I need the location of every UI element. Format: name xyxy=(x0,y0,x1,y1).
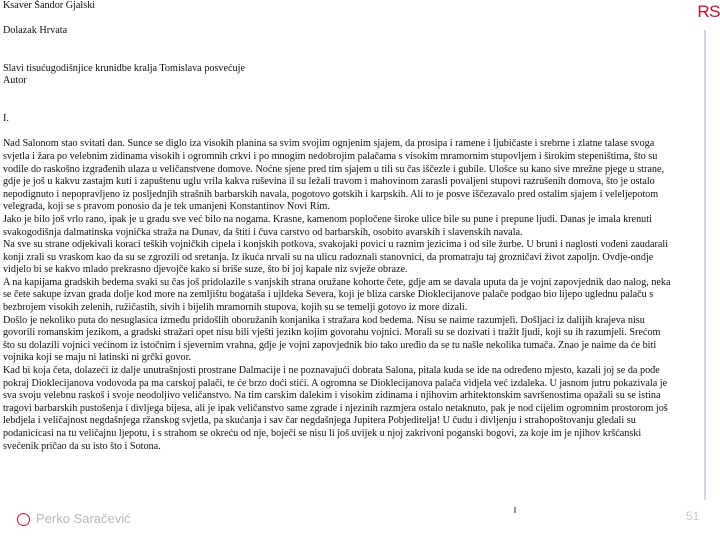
author-line: Ksaver Šandor Gjalski xyxy=(2,0,96,11)
slide-footer xyxy=(0,505,720,540)
title-line: Dolazak Hrvata xyxy=(2,25,68,37)
logo-icon xyxy=(17,513,30,526)
paragraph: Nad Salonom stao svitati dan. Sunce se diglo iza visokih planina sa svim svojim ognjenim sjajem, da prosipa i ramene i ljubičaste i srebrne i zlatne talase svoga svjetla i žara po velebnim zidinama visokih i ogromnih crkvi i po mnogim nedobrojim palačama s visokim mramornim stupovljem i širokim stepeništima, što su vodile do raskošno izgrađenih ulaza u veličanstvene domove. Noćne sjene pred tim sjajem u tili su čas iščezle i gubile. Ulošce su kano sive mrežne pjege u strane, gdje je još u kakvu zastajm kuti i zapuštenu uglu vrila kakva ruševina il su ležali travom i mahovinom zarasli povaljeni stupovi razrušenih domova, što je ostalo nepodignuto i nepopravljeno iz posljednjih strašnih barbarskih navala, pogotovo gotskih i karpskih. Ali to je posve iščezavalo pred ostalim sjajem i veleljepotom velegrada, koji se s pravom ponosio da je tek umanjeni Konstantinov Novi Rim. xyxy=(2,138,665,213)
dedication-line: Slavi tisućugodišnjice krunidbe kralja Tomislava posvećuje xyxy=(2,62,245,74)
paragraph: Došlo je nekoliko puta do nesuglasica između pridošlih oboružanih konjanika i stražara kod bedema. Nisu se naime razumjeli. Došljaci iz dalijih krajeva nisu govorili romanskim jezikom, a gradski stražari opet nisu bili vješti jezikn kojim govorahu vojnici. Morali su se dozivati i tražit ljudi, koji su ih razumjeli. Srećom što su dolazili vojnici većinom iz istočnim i sjevernim vrahna, gdje je vojni zapovjednik bio tako uređio da se tu našle nekolika tumača. Znao je naime da će biti vojnika koji se maju ni latinski ni grčki govor. xyxy=(2,314,661,364)
chapter-number: I. xyxy=(2,113,9,125)
page-number: 51 xyxy=(686,509,700,523)
paragraph: Jako je bilo još vrlo rano, ipak je u gradu sve već bilo na nogama. Krasne, kamenom popločene široke ulice bile su pune i prepune ljudi. Danas je imala krenuti svakogodišnja dalmatinska vojnička straža na Dunav, da štiti i čuva carstvo od barbarskih, osobito avarskih i slavenskih navala. xyxy=(2,213,652,238)
signature-line: Autor xyxy=(2,75,27,87)
corner-brand-mark: RS xyxy=(697,2,720,21)
footer-divider xyxy=(514,507,516,513)
right-rail-divider xyxy=(704,30,706,500)
paragraph: Na sve su strane odjekivali koraci teških vojničkih cipela i konjskih potkova, svakojaki povici u raznim jezicima i od sile žurbe. U bruni i naglosti vođeni zaudarali konji zrali su vraskom kao da su se zgrozili od sretanja. Iz ikuća nrvali su na ulicu radoznali stanovnici, da promatraju taj grozničavi život zapoljn. Ovdje-ondje vidjelo bi se kakvo mlado prekrasno djevojče kako si briše suze, što bi joj kapale niz svježe obraze. xyxy=(2,239,669,276)
presenter-name: Perko Saračević xyxy=(36,511,131,526)
paragraph: Kad bi koja četa, dolazeći iz dalje unutrašnjosti prostrane Dalmacije i ne poznavajući dobrata Salona, pitala kuda se ide na određeno mjesto, kazali joj se da pođe pokraj Dioklecijanova vodovoda pa ma carskoj palači, te će brzo doći stići. A ogromna se Dioklecijanova palača vidjela već izdaleka. U jasnom jutru pokazivala je sva svoju velebnu raskoš i svoje neodoljivo veličanstvo. Na tim carskim dalekim i visokim zidinama i njihovim arhitektonskim savršenostima opažali su se istina tragovi barbarskih pustošenja i divljega bijesa, ali je ipak veličanstvo same zgrade i njezinih razmjera ostalo netaknuto, pak je nod cijelim ogromnim prostorom još lebdjela i veličajnost negdašnjega ržanskog svjetla, pa skućanja i sav čar negdašnjega Jupitera Pobjeditelja! U čudu i divljenju i strahopoštovanju gledali su podanicicasi na tu veličajnu ljepotu, i s strahom se okreću od nje, boječi se nisu li još uvijek u njoj zakrivoni poganski bogovi, za koje im je njihov kršćanski svećenik pričao da su isto što i Sotona. xyxy=(2,365,668,452)
paragraph: A na kapijama gradskih bedema svaki su čas još pridolazile s vanjskih strana oružane kohorte čete, gdje am se davala uputa da je vojni zapovjednik dao nalog, neka se čete sakupe izvan grada dolje kod more na zemljištu bogataša i ujldeka Severa, koji je bliza carske Dioklecijanove palače podgao bio lijepo uglednu palaču s bezbrojem visokih zelenih, ružičastih, sivih i bijelih mramornih stupova, kojih su se temelji gotovo iz more dizali. xyxy=(2,276,671,314)
